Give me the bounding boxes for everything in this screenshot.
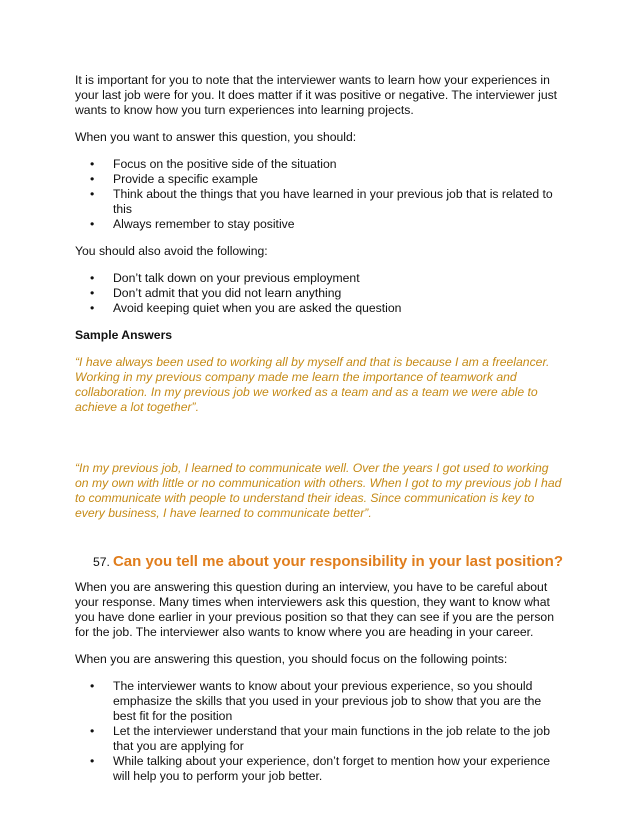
bullet-icon: • xyxy=(90,172,95,186)
instruction-paragraph: When you want to answer this question, you should: xyxy=(75,130,357,144)
list-item xyxy=(75,286,565,301)
list-item-text: Think about the things that you have learned in your previous job that is related to this xyxy=(113,187,553,216)
sample-answer-1: “I have always been used to working all by myself and that is because I am a freelancer. Working in my previous company made me learn the importance of teamwork and collaboration. In my previous job we worked as a team and as a team we were able to achieve a lot together”. xyxy=(75,355,550,414)
bullet-icon: • xyxy=(90,754,95,768)
body-paragraph: When you are answering this question during an interview, you have to be careful about your response. Many times when interviewers ask this question, they want to know what you have done earlier in your previous position so that they can see if you are the person for the job. The interviewer also wants to know where you are heading in your career. xyxy=(75,580,554,639)
avoid-intro-paragraph: You should also avoid the following: xyxy=(75,244,268,258)
list-item xyxy=(75,724,565,754)
list-item xyxy=(75,679,565,724)
list-item xyxy=(75,754,565,784)
sample-answer-2: “In my previous job, I learned to communicate well. Over the years I got used to working on my own with little or no communication with others. When I got to my previous job I had to communicate with people to understand their ideas. Since communication is key to every business, I have learned to communicate better”. xyxy=(75,461,562,520)
question-number: 57. xyxy=(93,555,110,569)
bullet-icon: • xyxy=(90,157,95,171)
do-list xyxy=(75,157,565,232)
list-item xyxy=(75,217,565,232)
avoid-list xyxy=(75,271,565,316)
document-page xyxy=(75,73,565,784)
list-item xyxy=(75,157,565,172)
bullet-icon: • xyxy=(90,301,95,315)
points-list xyxy=(75,679,565,784)
list-item xyxy=(75,271,565,286)
list-item-text: Avoid keeping quiet when you are asked the question xyxy=(113,301,402,315)
intro-paragraph: It is important for you to note that the interviewer wants to learn how your experiences in your last job were for you. It does matter if it was positive or negative. The interviewer just wants to know how you turn experiences into learning projects. xyxy=(75,73,558,117)
list-item xyxy=(75,301,565,316)
bullet-icon: • xyxy=(90,271,95,285)
list-item xyxy=(75,187,565,217)
bullet-icon: • xyxy=(90,187,95,201)
list-item-text: Provide a specific example xyxy=(113,172,258,186)
list-item-text: Always remember to stay positive xyxy=(113,217,295,231)
list-item-text: While talking about your experience, don’t forget to mention how your experience will help you to perform your job better. xyxy=(113,754,550,783)
list-item-text: The interviewer wants to know about your previous experience, so you should emphasize the skills that you used in your previous job to show that you are the best fit for the position xyxy=(113,679,542,723)
sample-answers-heading: Sample Answers xyxy=(75,328,173,342)
question-heading xyxy=(75,554,565,574)
list-item-text: Don’t admit that you did not learn anything xyxy=(113,286,342,300)
list-item-text: Don’t talk down on your previous employment xyxy=(113,271,360,285)
list-item-text: Let the interviewer understand that your main functions in the job relate to the job that you are applying for xyxy=(113,724,550,753)
question-title: Can you tell me about your responsibility in your last position? xyxy=(112,553,564,570)
list-item xyxy=(75,172,565,187)
list-item-text: Focus on the positive side of the situation xyxy=(113,157,337,171)
bullet-icon: • xyxy=(90,217,95,231)
focus-intro-paragraph: When you are answering this question, you should focus on the following points: xyxy=(75,652,508,666)
bullet-icon: • xyxy=(90,724,95,738)
bullet-icon: • xyxy=(90,286,95,300)
bullet-icon: • xyxy=(90,679,95,693)
